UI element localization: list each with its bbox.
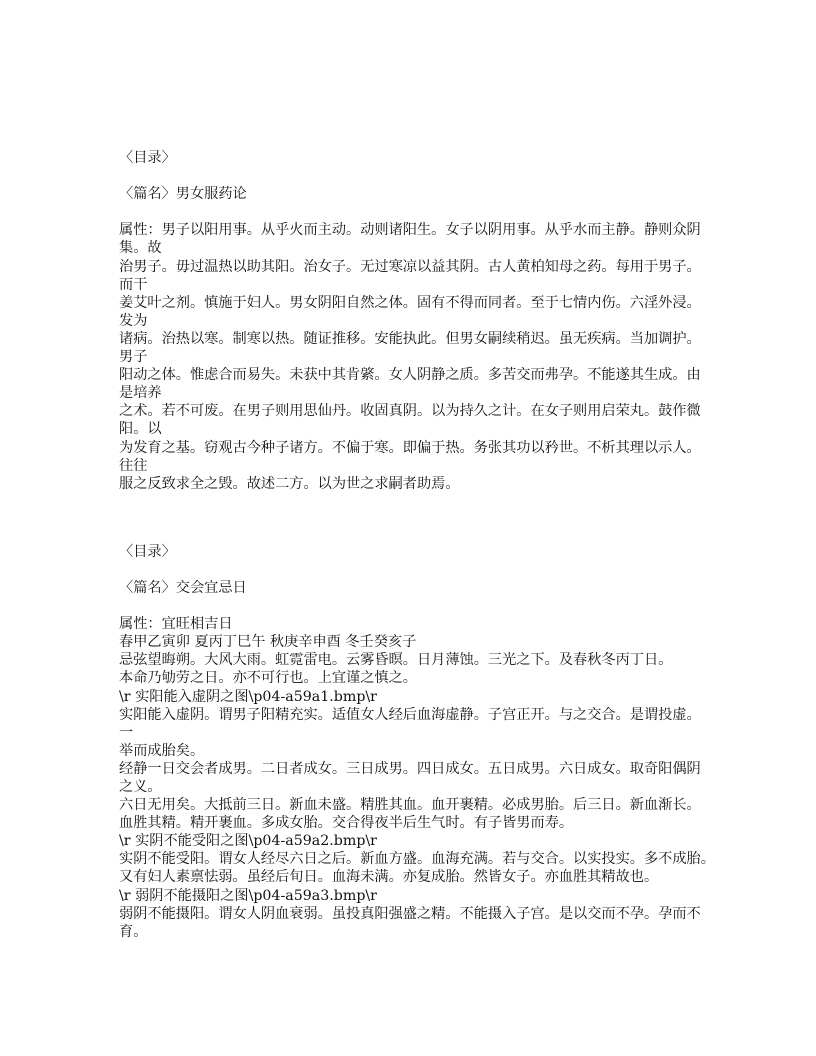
body-text-line: 往往	[119, 457, 148, 474]
body-text-line: \r 弱阴不能摄阳之图\p04-a59a3.bmp\r	[119, 887, 377, 904]
document-section	[119, 149, 719, 493]
body-text-line: 举而成胎矣。	[119, 742, 205, 759]
body-text-line: 而干	[119, 276, 148, 293]
body-text-line: 一	[119, 724, 134, 741]
body-text-line: 阳动之体。惟虑合而易失。未获中其肯綮。女人阴静之质。多苦交而弗孕。不能遂其生成。由	[119, 367, 701, 384]
body-text-line: 发为	[119, 312, 148, 329]
body-text-line: 治男子。毋过温热以助其阳。治女子。无过寒凉以益其阴。古人黄柏知母之药。每用于男子。	[119, 258, 701, 275]
body-text-line: 弱阴不能摄阳。谓女人阴血衰弱。虽投真阳强盛之精。不能摄入子宫。是以交而不孕。孕而不	[119, 905, 701, 922]
document-section	[119, 543, 719, 941]
body-text-line: 春甲乙寅卯 夏丙丁巳午 秋庚辛申酉 冬壬癸亥子	[119, 634, 417, 651]
body-text-line: 是培养	[119, 385, 162, 402]
body-text-line: 之义。	[119, 779, 162, 795]
chapter-title: 〈篇名〉男女服药论	[119, 186, 247, 203]
body-text-line: 血胜其精。精开裹血。多成女胎。交合得夜半后生气时。有子皆男而寿。	[119, 815, 574, 832]
body-text-line: 育。	[119, 923, 148, 940]
blank-line	[119, 597, 719, 615]
blank-line	[119, 203, 719, 221]
body-text-line: 实阳能入虚阴。谓男子阳精充实。适值女人经后血海虚静。子宫正开。与之交合。是谓投虚。	[119, 706, 701, 723]
body-text-line: 又有妇人素禀怯弱。虽经后旬日。血海未满。亦复成胎。然皆女子。亦血胜其精故也。	[119, 869, 659, 886]
body-text-line: 阳。以	[119, 421, 162, 438]
body-text-line: 之术。若不可废。在男子则用思仙丹。收固真阴。以为持久之计。在女子则用启荣丸。鼓作微	[119, 403, 701, 420]
blank-line	[119, 561, 719, 579]
body-text-line: 忌弦望晦朔。大风大雨。虹霓雷电。云雾昏暝。日月薄蚀。三光之下。及春秋冬丙丁日。	[119, 652, 673, 669]
body-text-line: 集。故	[119, 240, 162, 257]
body-text-line: \r 实阳能入虚阴之图\p04-a59a1.bmp\r	[119, 688, 377, 705]
body-text-line: 属性：男子以阳用事。从乎火而主动。动则诸阳生。女子以阴用事。从乎水而主静。静则众阴	[119, 222, 701, 239]
blank-line	[119, 167, 719, 185]
body-text-line: 本命乃劬劳之日。亦不可行也。上宜谨之慎之。	[119, 670, 417, 687]
body-text-line: 六日无用矣。大抵前三日。新血未盛。精胜其血。血开裹精。必成男胎。后三日。新血渐长。	[119, 797, 701, 814]
body-text-line: 属性：宜旺相吉日	[119, 616, 233, 633]
toc-heading: 〈目录〉	[119, 543, 176, 560]
body-text-line: 男子	[119, 349, 148, 366]
chapter-title: 〈篇名〉交会宜忌日	[119, 579, 247, 596]
body-text-line: 服之反致求全之毁。故述二方。以为世之求嗣者助焉。	[119, 475, 460, 492]
section-gap	[119, 493, 719, 543]
body-text-line: 姜艾叶之剂。慎施于妇人。男女阴阳自然之体。固有不得而同者。至于七情内伤。六淫外浸。	[119, 294, 701, 311]
body-text-line: 实阴不能受阳。谓女人经尽六日之后。新血方盛。血海充满。若与交合。以实投实。多不成胎。	[119, 851, 715, 868]
body-text-line: 诸病。治热以寒。制寒以热。随证推移。安能执此。但男女嗣续稍迟。虽无疾病。当加调护。	[119, 330, 701, 347]
document-page	[119, 149, 719, 941]
body-text-line: 经静一日交会者成男。二日者成女。三日成男。四日成女。五日成男。六日成女。取奇阳偶阴	[119, 760, 701, 777]
toc-heading: 〈目录〉	[119, 150, 176, 166]
body-text-line: 为发育之基。窃观古今种子诸方。不偏于寒。即偏于热。务张其功以矜世。不析其理以示人。	[119, 439, 701, 456]
body-text-line: \r 实阴不能受阳之图\p04-a59a2.bmp\r	[119, 833, 377, 850]
